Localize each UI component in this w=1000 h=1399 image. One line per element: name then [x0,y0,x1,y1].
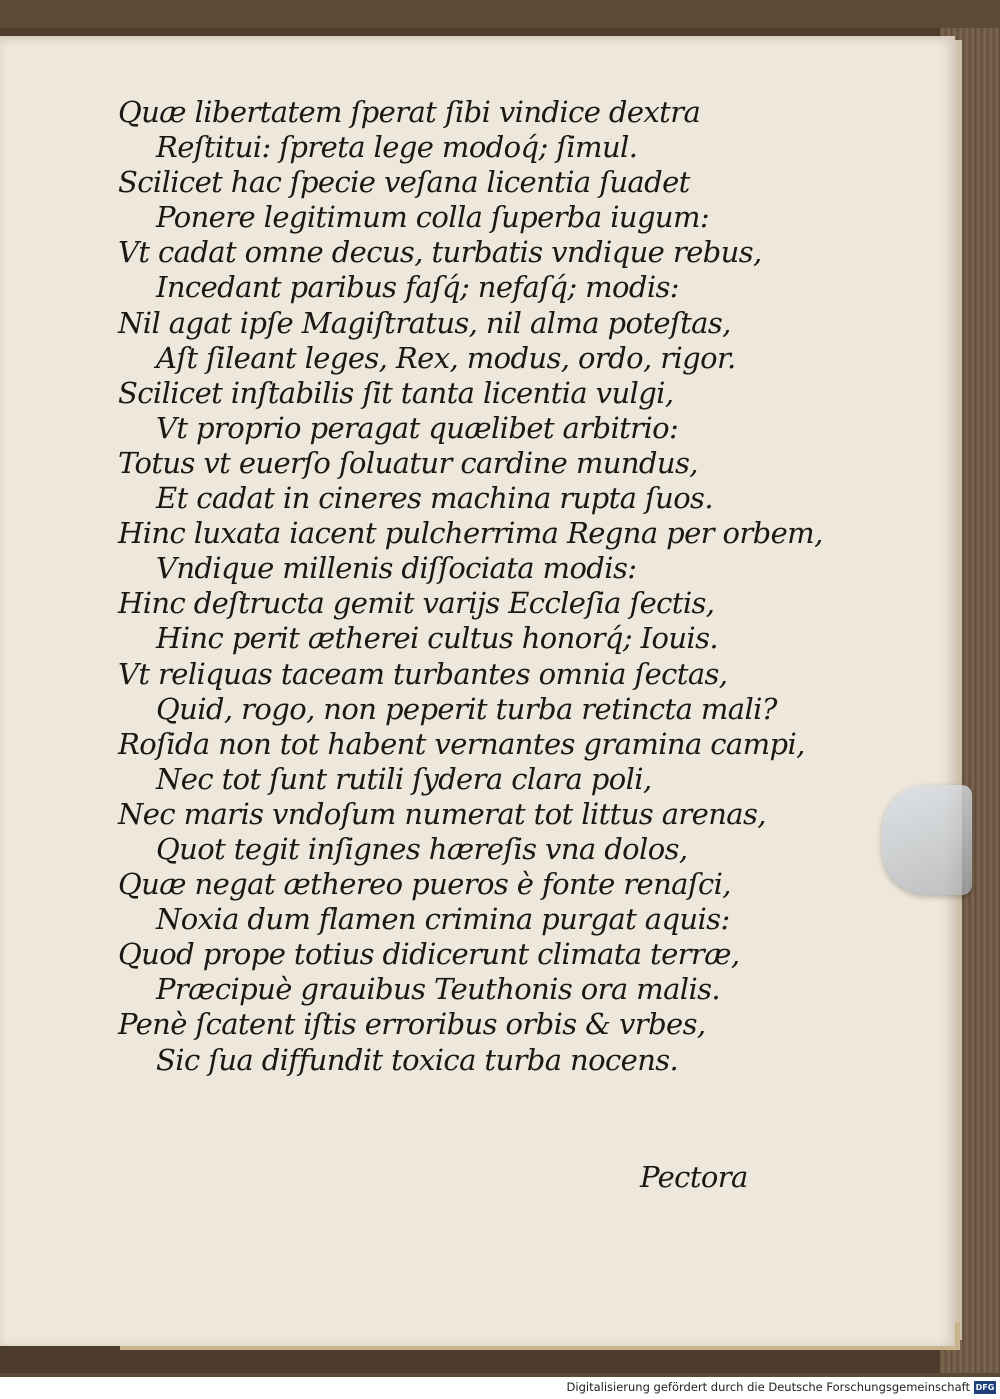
poem-line: Vt proprio peragat quælibet arbitrio: [156,410,679,445]
poem-line: Hinc deſtructa gemit varijs Eccleſia ſectis, [118,586,715,621]
footer-bar [0,1377,1000,1399]
poem-line: Nil agat ipſe Magiſtratus, nil alma poteſtas, [118,305,731,340]
poem-line: Et cadat in cineres machina rupta ſuos. [156,481,713,516]
poem-line: Quod prope totius didicerunt climata terræ, [118,937,740,972]
poem-line: Noxia dum flamen crimina purgat aquis: [156,902,730,937]
poem-line: Aſt ſileant leges, Rex, modus, ordo, rigor. [156,340,736,375]
poem-text [118,95,858,1078]
poem-line: Scilicet hac ſpecie veſana licentia ſuadet [118,165,690,200]
poem-line: Incedant paribus faſq́; nefaſq́; modis: [156,270,679,305]
poem-line: Penè ſcatent iſtis erroribus orbis & vrbes, [118,1007,706,1042]
poem-line: Sic ſua diffundit toxica turba nocens. [156,1042,679,1077]
poem-line: Nec maris vndoſum numerat tot littus arenas, [118,796,766,831]
footer-credit: Digitalisierung gefördert durch die Deutsche Forschungsgemeinschaft [566,1380,970,1394]
poem-line: Scilicet inſtabilis ſit tanta licentia vulgi, [118,375,674,410]
poem-line: Roſida non tot habent vernantes gramina campi, [118,726,805,761]
poem-line: Totus vt euerſo ſoluatur cardine mundus, [118,445,698,480]
poem-line: Vt cadat omne decus, turbatis vndique rebus, [118,235,762,270]
poem-line: Quot tegit inſignes hæreſis vna dolos, [156,831,688,866]
poem-line: Quæ negat æthereo pueros è fonte renaſci, [118,867,731,902]
poem-line: Vt reliquas taceam turbantes omnia ſectas, [118,656,728,691]
poem-line: Hinc luxata iacent pulcherrima Regna per orbem, [118,516,823,551]
poem-line: Nec tot ſunt rutili ſydera clara poli, [156,761,652,796]
catchword: Pectora [640,1160,748,1194]
poem-line: Hinc perit ætherei cultus honorq́; Iouis. [156,621,718,656]
poem-line: Quæ libertatem ſperat ſibi vindice dextra [118,95,701,129]
dfg-logo-icon: DFG [975,1383,995,1392]
poem-line: Præcipuè grauibus Teuthonis ora malis. [156,972,721,1007]
poem-line: Quid, rogo, non peperit turba retincta mali? [156,691,777,726]
poem-line: Ponere legitimum colla ſuperba iugum: [156,200,710,235]
poem-line: Vndique millenis diſſociata modis: [156,551,637,586]
poem-line: Reſtitui: ſpreta lege modoq́; ſimul. [156,130,638,165]
page-clip [882,785,972,895]
